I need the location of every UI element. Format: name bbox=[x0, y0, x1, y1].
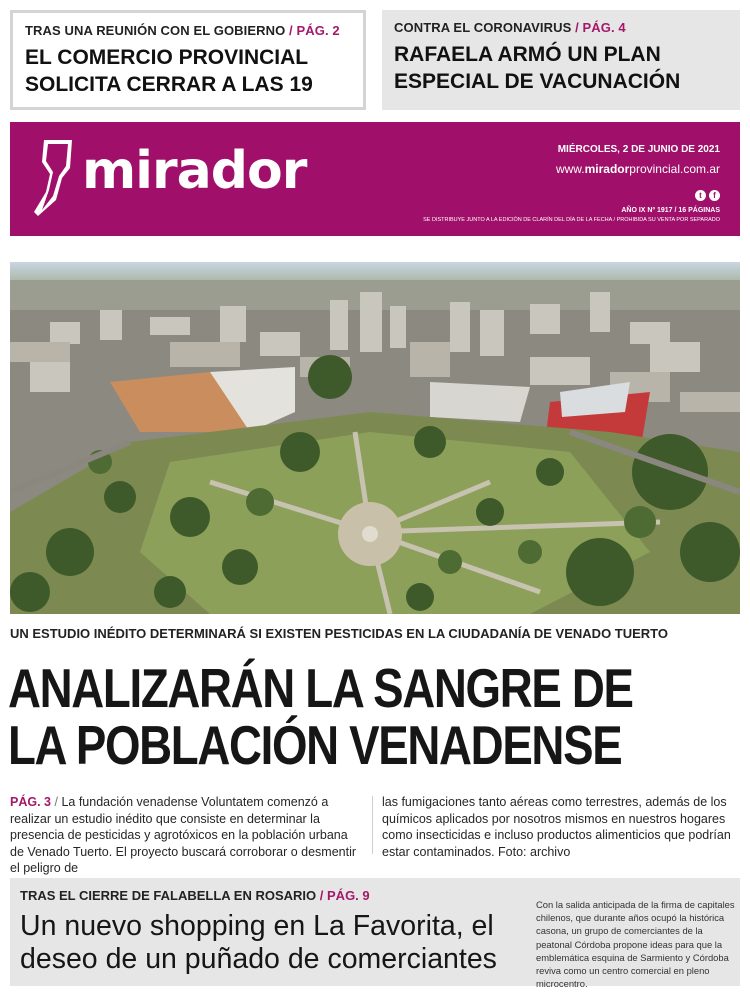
newspaper-logo[interactable]: mirador bbox=[82, 141, 307, 201]
body-text-left: La fundación venadense Voluntatem comenzó a realizar un estudio inédito que consiste en determinar la presencia de pesticidas y agrotóxicos en la población urbana de Venado Tuerto. El proyecto buscará corroborar o desmentir el peligro de bbox=[10, 795, 357, 875]
main-headline[interactable] bbox=[8, 657, 742, 776]
main-story-kicker: UN ESTUDIO INÉDITO DETERMINARÁ SI EXISTEN PESTICIDAS EN LA CIUDADANÍA DE VENADO TUERTO bbox=[10, 626, 668, 641]
teaser-page-ref: PÁG. 4 bbox=[582, 20, 626, 35]
aerial-photo-illustration bbox=[10, 262, 740, 614]
headline-line-2: LA POBLACIÓN VENADENSE bbox=[8, 714, 622, 776]
bottom-story-kicker bbox=[20, 888, 370, 903]
bottom-story-summary: Con la salida anticipada de la firma de capitales chilenos, que durante años ocupó la histórica casona, un grupo de comerciantes de la peatonal Córdoba propone ideas para que la emblemática esquina de Sarmiento y Córdoba reviva como un centro comercial en pleno microcentro. bbox=[536, 899, 735, 990]
teaser-kicker-text: TRAS UNA REUNIÓN CON EL GOBIERNO bbox=[25, 23, 286, 38]
bottom-kicker-text: TRAS EL CIERRE DE FALABELLA EN ROSARIO bbox=[20, 888, 317, 903]
teaser-title[interactable]: RAFAELA ARMÓ UN PLAN ESPECIAL DE VACUNACIÓN bbox=[394, 43, 681, 93]
url-brand: mirador bbox=[584, 162, 630, 176]
bottom-story-title[interactable]: Un nuevo shopping en La Favorita, el deseo de un puñado de comerciantes bbox=[20, 910, 497, 975]
santa-fe-province-logo-icon bbox=[32, 138, 78, 218]
teaser-title[interactable]: EL COMERCIO PROVINCIAL SOLICITA CERRAR A LAS 19 bbox=[25, 46, 313, 96]
aerial-city-photo bbox=[10, 262, 740, 614]
social-links bbox=[695, 190, 720, 201]
teaser-separator: / bbox=[575, 20, 579, 35]
main-story-body-right bbox=[382, 794, 737, 860]
facebook-icon[interactable]: f bbox=[709, 190, 720, 201]
page-separator: / bbox=[54, 795, 58, 809]
headline-line-1: ANALIZARÁN LA SANGRE DE bbox=[8, 657, 633, 719]
teaser-vacunacion[interactable] bbox=[382, 10, 740, 110]
website-url[interactable] bbox=[556, 162, 720, 176]
teaser-kicker bbox=[25, 23, 351, 38]
teaser-kicker-text: CONTRA EL CORONAVIRUS bbox=[394, 20, 572, 35]
url-prefix: www. bbox=[555, 162, 585, 176]
teaser-page-ref: PÁG. 2 bbox=[296, 23, 340, 38]
teaser-separator: / bbox=[289, 23, 293, 38]
teaser-comercio[interactable] bbox=[10, 10, 366, 110]
body-text-right: las fumigaciones tanto aéreas como terrestres, además de los químicos aplicados por nosotros mismos en nuestros hogares como insecticidas e incluso productos alimenticios que podrían estar contaminados. Foto: archivo bbox=[382, 795, 731, 859]
twitter-icon[interactable]: t bbox=[695, 190, 706, 201]
teaser-kicker bbox=[394, 20, 728, 35]
bottom-story[interactable] bbox=[10, 878, 740, 990]
edition-date: MIÉRCOLES, 2 DE JUNIO DE 2021 bbox=[557, 144, 720, 155]
bottom-separator: / bbox=[319, 888, 324, 903]
main-story-body-left bbox=[10, 794, 360, 877]
column-divider bbox=[372, 796, 373, 854]
url-domain: provincial.com.ar bbox=[629, 162, 720, 176]
masthead bbox=[10, 122, 740, 236]
distribution-note: SE DISTRIBUYE JUNTO A LA EDICIÓN DE CLARÍN DEL DÍA DE LA FECHA / PROHIBIDA SU VENTA POR SEPARADO bbox=[423, 217, 720, 223]
bottom-page-ref: PÁG. 9 bbox=[327, 888, 370, 903]
issue-number: AÑO IX Nº 1917 / 16 PÁGINAS bbox=[621, 207, 720, 214]
main-story-page-ref: PÁG. 3 bbox=[10, 795, 51, 809]
